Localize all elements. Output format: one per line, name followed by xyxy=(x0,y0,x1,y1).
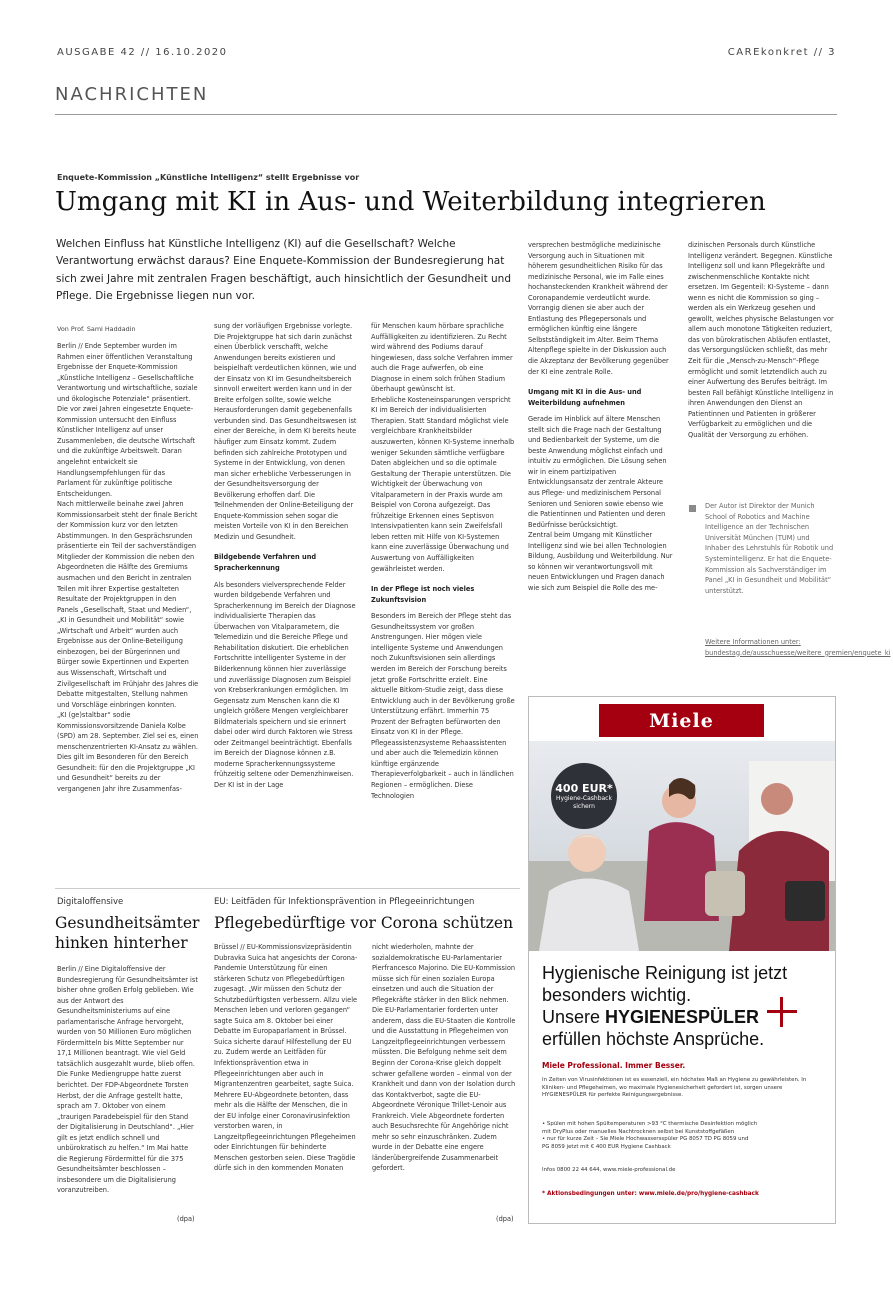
article-lead: Welchen Einfluss hat Künstliche Intelligenz (KI) auf die Gesellschaft? Welche Verantwortung erwächst daraus? Eine Enquete-Kommission der Bundesregierung hat sich zwei Jahre mit zentralen Fragen beschäftigt, auch hinsichtlich der Gesundheit und Pflege. Die Ergebnisse liegen nun vor. xyxy=(56,238,512,303)
article3-column-2: nicht wiederholen, mahnte der sozialdemokratische EU-Parlamentarier Pierfrancesco Majorino. Die EU-Kommission müsse sich für einen sozialen Europa einsetzen und auch die Situation der Pflegekräfte stärker in den Blick nehmen. Die EU-Parlamentarier forderten unter anderem, dass die EU-Staaten die Kontrolle und die Ausstattung in Pflegeheimen von Langzeitpflegeeinrichtungen verbessern müssten. Die Befolgung nehme seit dem Beginn der Corona-Krise gleich doppelt schwer gefallene worden – einmal von der Krankheit und dann von der Isolation durch das Kontaktverbot, sagte die EU-Abgeordnete Véronique Trillet-Lenoir aus Frankreich. Viele Abgeordnete forderten auch Besuchsrechte für Angehörige nicht mehr so sehr einzuschränken. Zudem wurde in der Debatte eine engere länderübergreifende Zusammenarbeit gefordert. xyxy=(372,943,516,1173)
article-column-2-text: sung der vorläufigen Ergebnisse vorlegte. Die Projektgruppe hat sich darin zunächst einen Überblick verschafft, welche Anwendungen bereits existieren und beispielhaft verdeutlichen können, wie und der Einsatz von KI im Gesundheitsbereich sinnvoll erweitert werden kann und in der Breite erfolgen sollte, sowie welche Herausforderungen damit gegebenenfalls verbunden sind. Das Gesundheitswesen ist einer der Bereiche, in dem KI bereits heute häufiger zum Einsatz kommt. Zudem befinden sich zahlreiche Prototypen und Systeme in der Entwicklung, von denen man sicher erhebliche Verbesserungen in der Gesundheitsversorgung der Bevölkerung erhoffen darf. Die Teilnehmenden der Online-Beteiligung der Enquete-Kommission sehen sogar die meisten Vorteile von KI in den Bereichen Medizin und Gesundheit. xyxy=(214,322,357,541)
article3-kicker: EU: Leitfäden für Infektionsprävention in Pflegeeinrichtungen xyxy=(214,897,475,907)
subheading-education: Umgang mit KI in die Aus- und Weiterbildung aufnehmen xyxy=(528,388,642,407)
ad-headline-line-3 xyxy=(542,1007,759,1029)
more-info-link[interactable]: Weitere Informationen unter: bundestag.de/ausschuesse/weitere_gremien/enquete_ki xyxy=(705,638,891,657)
subheading-care: In der Pflege ist noch vieles Zukunftsvision xyxy=(371,585,475,604)
ad-body: In Zeiten von Virusinfektionen ist es essenziell, ein höchstes Maß an Hygiene zu gewährleisten. In Kliniken- und Pflegeheimen, wo maximale Hygienesicherheit gefordert ist, sorgen unsere HYGIENESPÜLER für perfekte Reinigungsergebnisse. xyxy=(542,1077,807,1099)
article-column-4 xyxy=(528,240,674,670)
article-column-3b-text: Besonders im Bereich der Pflege steht das Gesundheitssystem vor großen Anstrengungen. Hier mögen viele intelligente Systeme und Anwendungen noch Zukunftsvisionen sein allerdings werden im Bereich der Forschung bereits jetzt große Fortschritte erzielt. Eine aktuelle Bitkom-Studie zeigt, dass diese Entwicklung auch in der Bevölkerung große Unterstützung erfährt. Immerhin 75 Prozent der Befragten befürworten den Einsatz von KI in der Pflege. Pflegeassistenzsysteme Rehaassistenten und aber auch die Telemedizin können künftige ergänzende Therapieverfolgbarkeit – auch in ländlichen Regionen – ermöglichen. Diese Technologien xyxy=(371,612,515,800)
ad-contact[interactable]: Infos 0800 22 44 644, www.miele-professional.de xyxy=(542,1167,676,1173)
article-column-2 xyxy=(214,321,358,866)
plus-cross-icon xyxy=(767,997,797,1027)
ad-bullets: • Spülen mit hohen Spültemperaturen >93 °C thermische Desinfektion möglich mit DryPlus oder manuelles Nachtrocknen selbst bei Kunststoffgefäßen • nur für kurze Zeit – Sie Miele Hochwassersspüler PG 8057 TD PG 8059 und PG 8059 jetzt mit € 400 EUR Hygiene Cashback xyxy=(542,1121,758,1150)
ad-headline-line-2: besonders wichtig. xyxy=(542,985,692,1005)
article-column-4-text: versprechen bestmögliche medizinische Versorgung auch in Situationen mit höherem gesundheitlichen Risiko für das medizinische Personal, wie im Falle eines hochansteckenden Krankheit während der Coronapandemie verdeutlicht wurde. Vorrangig dienen sie aber auch der Entlastung des Pflegepersonals und ermöglichen künftig eine längere Selbstständigkeit im Alter. Beim Thema Altenpflege spielte in der Diskussion auch die Akzeptanz der Bevölkerung gegenüber der KI eine zentrale Rolle. xyxy=(528,241,669,376)
article-column-1: Berlin // Ende September wurden im Rahmen einer öffentlichen Veranstaltung Ergebnisse der Enquete-Kommission „Künstliche Intelligenz – Gesellschaftliche Verantwortung und wirtschaftliche, soziale und ökologische Potenziale“ präsentiert. Die vor zwei Jahren eingesetzte Enquete-Kommission untersucht den Einfluss Künstlicher Intelligenz auf unser Zusammenleben, die deutsche Wirtschaft und die zukünftige Arbeitswelt. Daran angelehnt entwickelt sie Handlungsempfehlungen für das Parlament für zukünftige politische Entscheidungen. Nach mittlerweile beinahe zwei Jahren Kommissionsarbeit steht der finale Bericht der Kommission kurz vor den letzten Abstimmungen. In den Gesprächsrunden präsentierte ein Teil der sachverständigen Mitglieder der Kommission die neben den Abgeordneten die Hälfte des Gremiums ausmachen und den Bericht in zentralen Teilen mit ihrer Expertise gestalteten Resultate der Projektgruppen in den Panels „Gesellschaft, Staat und Medien“, „KI in Gesundheit und Mobilität“ sowie „Wirtschaft und Arbeit“ wurden auch Ergebnisse aus der Online-Beteiligung einbezogen, bei der Bürgerinnen und Bürger sowie Expertinnen und Experten aus Wissenschaft, Wirtschaft und Zivilgesellschaft im Frühjahr des Jahres die Debatte mitgestalten, Stellung nahmen und Vorschläge einbringen konnten. „KI (ge)staltbar“ sodie Kommissionsvorsitzende Daniela Kolbe (SPD) am 28. September. Ziel sei es, einen menschenzentrierten KI-Ansatz zu wählen. Dies gilt im Besonderen für den Bereich Gesundheit: für den die Projektgruppe „KI und Gesundheit“ bereits zu der vergangenen Jahr ihre Zusammenfas- xyxy=(57,342,199,793)
article2-headline: Gesundheitsämter hinken hinterher xyxy=(55,914,200,952)
badge-line-1: Hygiene-Cashback xyxy=(556,794,612,802)
section-title: NACHRICHTEN xyxy=(55,84,209,105)
author-info: Der Autor ist Direktor der Munich School of Robotics and Machine Intelligence an der Technischen Universität München (TUM) und Inhaber des Lehrstuhls für Robotik und Systemintelligenz. Er hat die Enquete-Kommission als Sachverständiger im Panel „KI in Gesundheit und Mobilität“ unterstützt. xyxy=(705,502,834,595)
article2-kicker: Digitaloffensive xyxy=(57,897,124,907)
article2-body: Berlin // Eine Digitaloffensive der Bundesregierung für Gesundheitsämter ist bisher ohne großen Erfolg geblieben. Wie aus der Antwort des Gesundheitsministeriums auf eine parlamentarische Anfrage hervorgeht, wurden von 50 Millionen Euro möglichen Fördermitteln bis Mitte September nur 17,1 Millionen beantragt. Wie viel Geld tatsächlich ausgezahlt wurde, blieb offen. Die Funke Mediengruppe hatte zuerst berichtet. Der FDP-Abgeordnete Torsten Herbst, der die Anfrage gestellt hatte, sprach am 7. Oktober von einem „traurigen Paradebeispiel für den Stand der Digitalisierung in Deutschland“. „Hier gilt es jetzt endlich schnell und unbürokratisch zu helfen.“ Im Mai hatte die Regierung Fördermittel für die 375 Gesundheitsämter beschlossen – insbesondere um die Digitalisierung voranzutreiben. xyxy=(57,965,198,1195)
ad-headline-pre: Unsere xyxy=(542,1007,606,1027)
brand-page-label: CAREkonkret // 3 xyxy=(727,47,836,58)
info-square-icon xyxy=(689,505,696,512)
ad-headline-product: HYGIENESPÜLER xyxy=(605,1007,760,1027)
article3-column-1: Brüssel // EU-Kommissionsvizepräsidentin Dubravka Suica hat angesichts der Corona-Pandemie Unterstützung für einen stärkeren Schutz von Pflegebedürftigen zugesagt. „Wir müssen den Schutz der Schutzbedürftigsten verbessern. Allzu viele Menschen leben und verloren gegangen“ sagte Suica am 8. Oktober bei einer Debatte im Europaparlament in Brüssel. Suica sicherte darauf Hilfestellung der EU zu. Zudem werde an Leitfäden für Infektionsprävention etwa in Pflegeeinrichtungen aber auch in Migrantenzentren gearbeitet, sagte Suica. Mehrere EU-Abgeordnete betonten, dass mehr als die Hälfte der Menschen, die in der EU infolge einer Coronavirusinfektion verstorben waren, in Langzeitpflegeeinrichtungen Pflegeheimen oder Einrichtungen für behinderte Menschen gestorben seien. Diese Tragödie dürfe sich in den kommenden Monaten xyxy=(214,943,358,1173)
article-column-4b-text: Gerade im Hinblick auf ältere Menschen stellt sich die Frage nach der Gestaltung und Bedienbarkeit der Systeme, um die beste Anwendung möglichst einfach und intuitiv zu ermöglichen. Die Lösung sehen wir in einem partizipativen Entwicklungsansatz der zentrale Akteure aus Pflege- und medizinischem Personal Senioren und Senioren sowie ebenso wie die Patientinnen und Patienten und deren Bedürfnisse berücksichtigt. Zentral beim Umgang mit Künstlicher Intelligenz sind wie bei allen Technologien Bildung, Ausbildung und Weiterbildung. Nur so können wir verantwortungsvoll mit neuen Entwicklungen und Fragen danach wie sich zum Beispiel die Rolle des me- xyxy=(528,415,673,592)
article-column-2b-text: Als besonders vielversprechende Felder wurden bildgebende Verfahren und Spracherkennung im Bereich der Diagnose individualisierte Therapien das Überwachen von Vitalparametern, die Telemedizin und die Bereiche Pflege und Rehabilitation diskutiert. Die erheblichen Fortschritte intelligenter Systeme in der Bilderkennung können hier zuverlässige und zuverlässige Diagnosen zum Beispiel von Krebserkrankungen ermöglichen. Im Gegensatz zum Menschen kann die KI ungleich größere Mengen vergleichbarer Bildmaterials speichern und sie erinnert dabei oder wird durch Faktoren wie Stress oder Zeitmangel beeinträchtigt. Ebenfalls im Bereich der Diagnose können z.B. moderne Spracherkennungssysteme frühzeitig seltene oder Demenzhinweisen. Der KI ist in der Lage xyxy=(214,580,356,789)
ad-footnote[interactable]: * Aktionsbedingungen unter: www.miele.de/pro/hygiene-cashback xyxy=(542,1191,759,1197)
ad-text-area xyxy=(529,951,836,1224)
section-rule xyxy=(55,114,837,115)
article3-headline: Pflegebedürftige vor Corona schützen xyxy=(214,914,514,932)
cashback-badge xyxy=(551,763,617,829)
subheading-imaging: Bildgebende Verfahren und Spracherkennung xyxy=(214,553,317,573)
badge-line-2: sichern xyxy=(573,802,595,810)
article-column-3 xyxy=(371,321,515,866)
ad-headline-line-4: erfüllen höchste Ansprüche. xyxy=(542,1029,765,1049)
article2-source: (dpa) xyxy=(177,1215,195,1223)
article-kicker: Enquete-Kommission „Künstliche Intelligenz“ stellt Ergebnisse vor xyxy=(57,173,360,182)
ad-headline-line-1: Hygienische Reinigung ist jetzt xyxy=(542,963,788,983)
article-headline: Umgang mit KI in Aus- und Weiterbildung integrieren xyxy=(55,187,766,217)
ad-claim: Miele Professional. Immer Besser. xyxy=(542,1061,686,1070)
issue-label: AUSGABE 42 // 16.10.2020 xyxy=(57,47,228,58)
article-byline: Von Prof. Sami Haddadin xyxy=(57,325,136,333)
lower-section-rule xyxy=(55,888,520,889)
miele-logo: Miele xyxy=(599,704,764,737)
article-column-3-text: für Menschen kaum hörbare sprachliche Auffälligkeiten zu identifizieren. Zu Recht wird während des Podiums darauf hingewiesen, dass solche Verfahren immer auch die Frage aufwerfen, ob eine Diagnose in einem solch frühen Stadium überhaupt gewünscht ist. Erhebliche Kosteneinsparungen verspricht KI im Bereich der individualisierten Therapien. Statt Standard möglichst viele vergleichbare Krankheitsbilder auszuwerten, können KI-Systeme innerhalb weniger Sekunden sämtliche verfügbare Daten abgleichen und so die optimale Gestaltung der Therapie unterstützen. Die Wichtigkeit der Überwachung von Vitalparametern in der Praxis wurde am Beispiel von Corona aufgezeigt. Das frühzeitige Erkennen eines Septisvon Intensivpatienten kann sein Zweifelsfall leben retten mit Hilfe von KI-Systemen kann eine zuverlässige Überwachung und Auswertung von Auffälligkeiten gewährleistet werden. xyxy=(371,322,515,573)
miele-advertisement[interactable] xyxy=(528,696,836,1224)
ad-photo xyxy=(529,741,836,951)
badge-amount: 400 EUR* xyxy=(555,781,613,795)
article-column-5: dizinischen Personals durch Künstliche Intelligenz verändert. Begegnen. Künstliche Intelligenz soll und kann Pflegekräfte und zwischenmenschliche Kontakte nicht ersetzen. Im Gegenteil: KI-Systeme – dann wenn es nicht die Kommission so ging – werden als ein Werkzeug gesehen und gewollt, welches physische Belastungen vor allem auch monotone Tätigkeiten reduziert, das von bürokratischen Abläufen entlastet, das Versorgungslücken schließt, das mehr Zeit für die „Mensch-zu-Mensch“-Pflege ermöglicht und somit letztendlich auch zu einer Aufwertung des Berufes beiträgt. Im besten Fall befähigt Künstliche Intelligenz in ihren Anwendungen den Dienst an Patientinnen und Patienten in größerer Verfügbarkeit zu ermöglichen und die Qualität der Versorgung zu erhöhen. xyxy=(688,241,834,439)
article3-source: (dpa) xyxy=(496,1215,514,1223)
